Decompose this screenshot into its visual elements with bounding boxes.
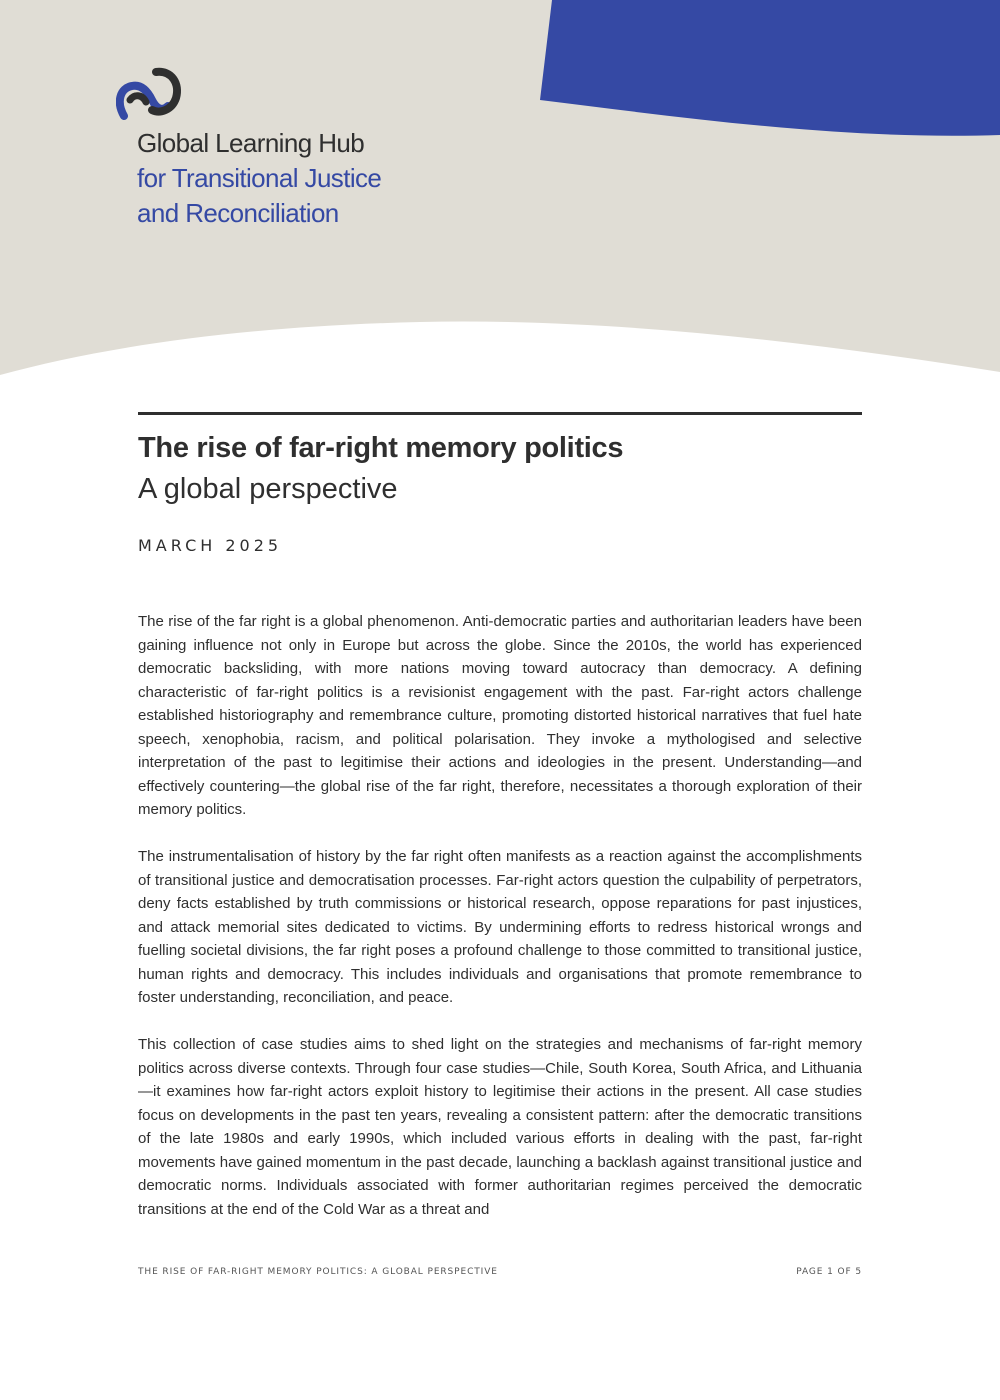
footer-document-title: THE RISE OF FAR-RIGHT MEMORY POLITICS: A GLOBAL PERSPECTIVE bbox=[138, 1267, 498, 1277]
organization-name bbox=[137, 126, 381, 231]
document-title: The rise of far-right memory politics bbox=[138, 432, 624, 464]
linked-arcs-logo-icon bbox=[116, 66, 182, 124]
title-divider bbox=[138, 412, 862, 415]
paragraph-3: This collection of case studies aims to shed light on the strategies and mechanisms of far-right memory politics across diverse contexts. Through four case studies—Chile, South Korea, South Africa, and Lithuania—it examines how far-right actors exploit history to legitimise their actions in the present. All case studies focus on developments in the past ten years, revealing a consistent pattern: after the democratic transitions of the late 1980s and early 1990s, which included various efforts in dealing with the past, far-right movements have gained momentum in the past decade, launching a backlash against transitional justice and democratic norms. Individuals associated with former authoritarian regimes perceived the democratic transitions at the end of the Cold War as a threat and bbox=[138, 1036, 862, 1218]
publication-date: MARCH 2025 bbox=[138, 536, 283, 555]
org-name-line2: for Transitional Justice bbox=[137, 163, 382, 193]
org-name-line1: Global Learning Hub bbox=[137, 128, 365, 158]
document-subtitle: A global perspective bbox=[138, 473, 398, 505]
body-text bbox=[138, 610, 862, 1245]
footer-page-number: PAGE 1 OF 5 bbox=[796, 1267, 862, 1277]
paragraph-2: The instrumentalisation of history by the far right often manifests as a reaction against the accomplishments of transitional justice and democratisation processes. Far-right actors question the culpability of perpetrators, deny facts established by truth commissions or historical research, oppose reparations for past injustices, and attack memorial sites dedicated to victims. By undermining efforts to redress historical wrongs and fuelling societal divisions, the far right poses a profound challenge to those committed to transitional justice, human rights and democracy. This includes individuals and organisations that promote remembrance to foster understanding, reconciliation, and peace. bbox=[138, 848, 862, 1006]
org-name-line3: and Reconciliation bbox=[137, 198, 339, 228]
paragraph-1: The rise of the far right is a global phenomenon. Anti-democratic parties and authoritarian leaders have been gaining influence not only in Europe but across the globe. Since the 2010s, the world has experienced democratic backsliding, with more nations moving toward autocracy than democracy. A defining characteristic of far-right politics is a revisionist engagement with the past. Far-right actors challenge established historiography and remembrance culture, promoting distorted historical narratives that fuel hate speech, xenophobia, racism, and political polarisation. They invoke a mythologised and selective interpretation of the past to legitimise their actions and ideologies in the present. Understanding—and effectively countering—the global rise of the far right, therefore, necessitates a thorough exploration of their memory politics. bbox=[138, 613, 862, 818]
